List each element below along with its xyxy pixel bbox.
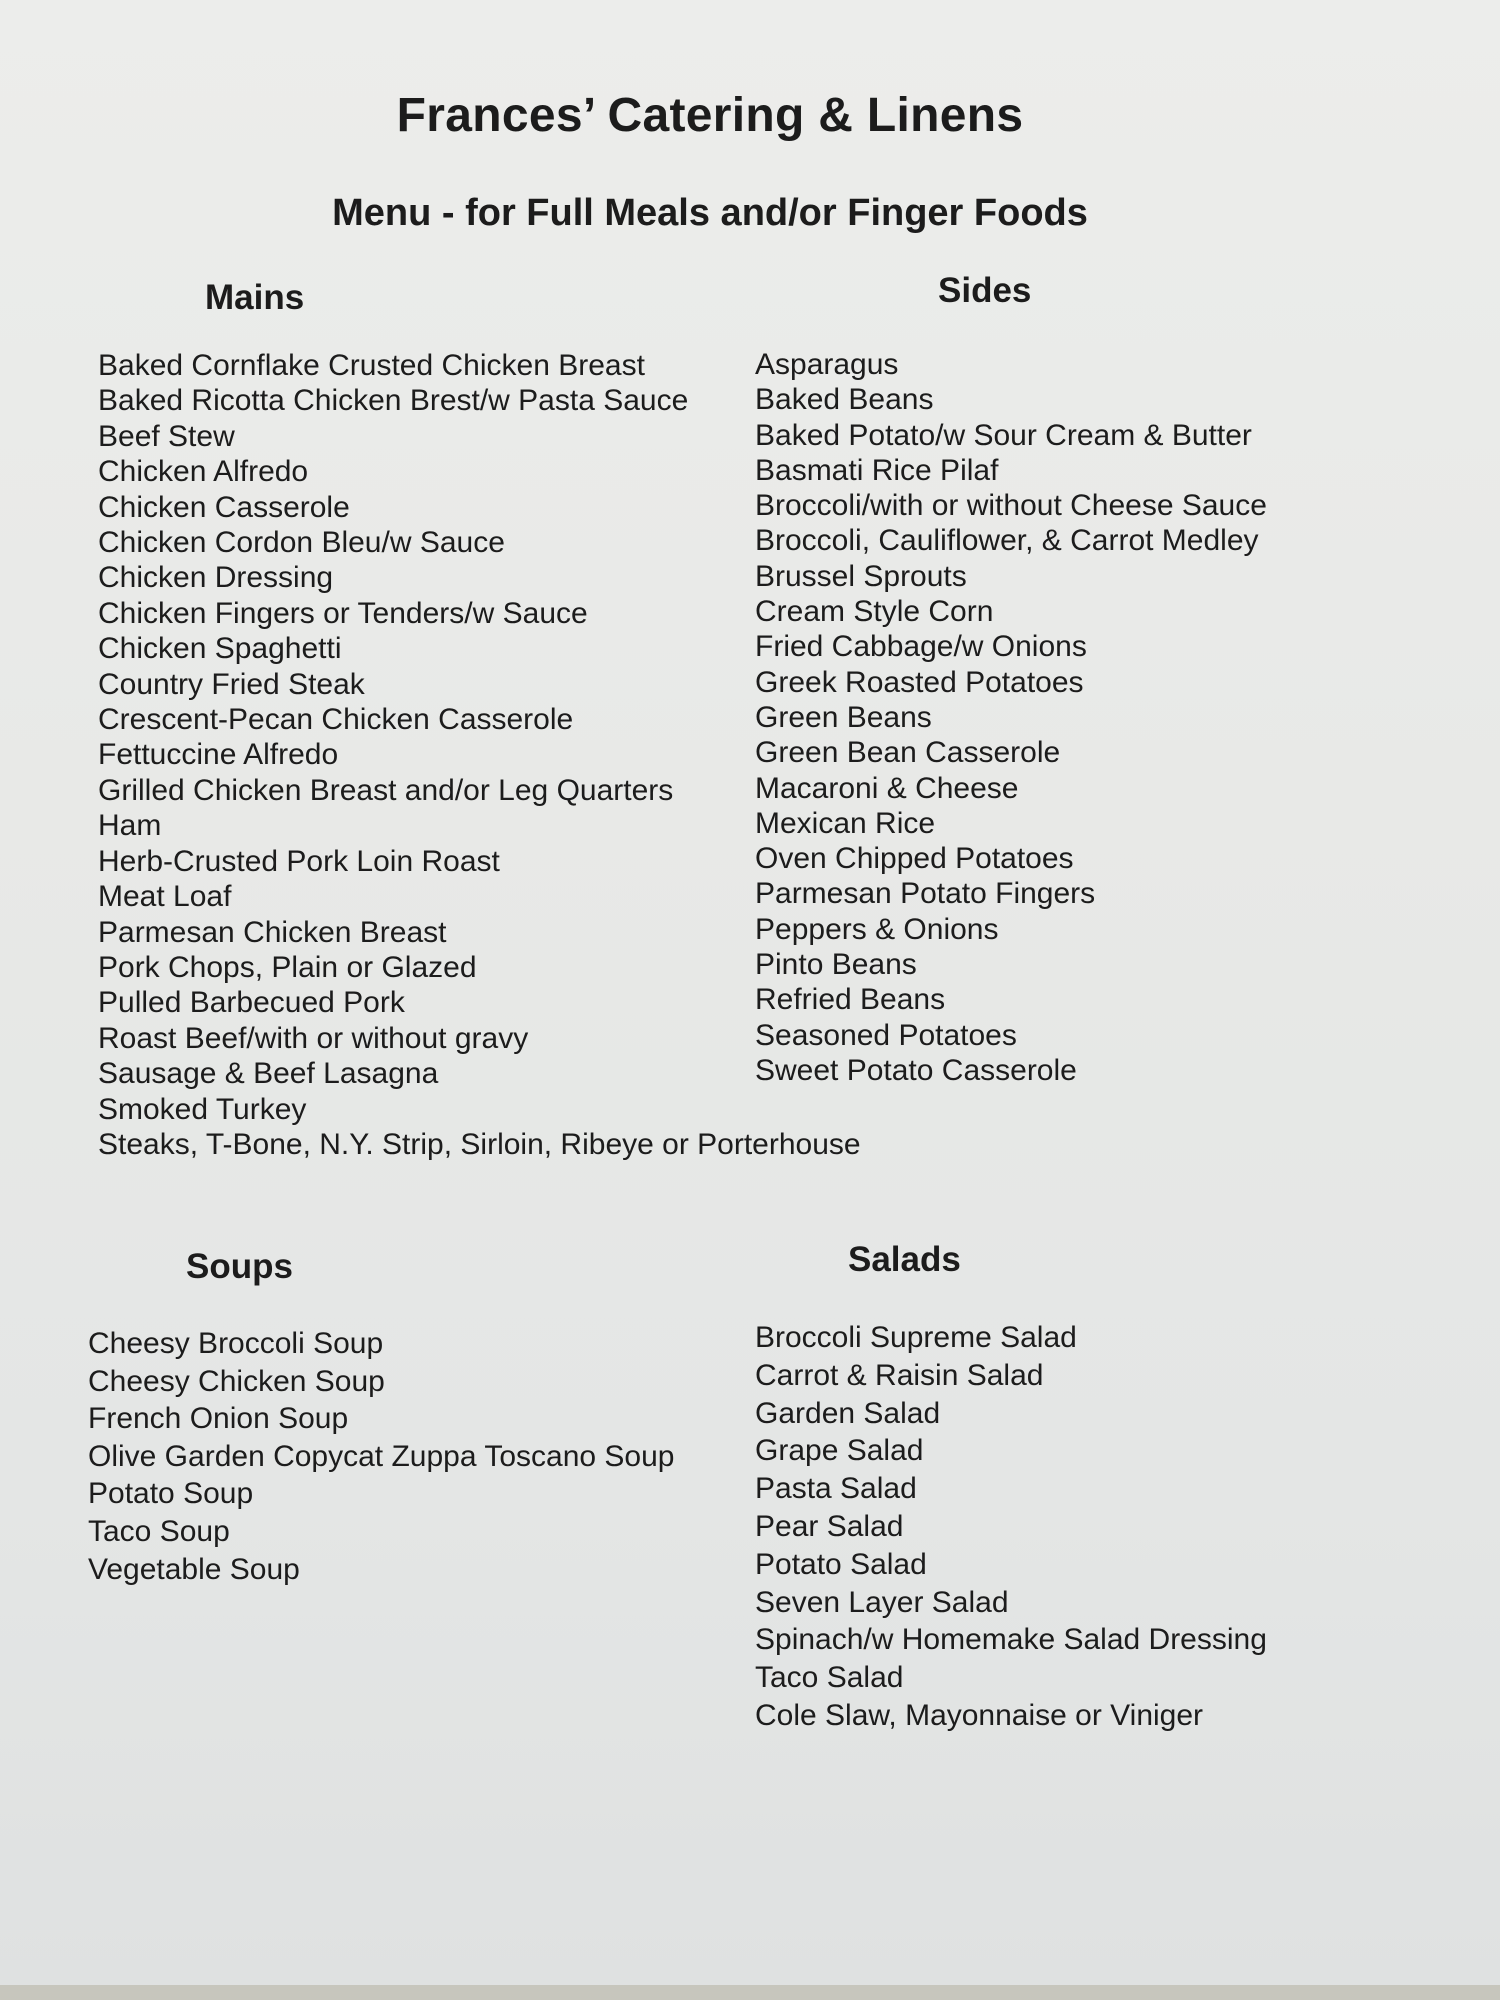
menu-item: Pork Chops, Plain or Glazed [98, 950, 477, 984]
menu-item: Green Beans [755, 700, 932, 734]
menu-item: Herb-Crusted Pork Loin Roast [98, 844, 500, 878]
menu-item: Pasta Salad [755, 1472, 917, 1506]
menu-item: Oven Chipped Potatoes [755, 842, 1074, 876]
menu-item: Chicken Spaghetti [98, 632, 342, 666]
menu-item: Brussel Sprouts [755, 559, 967, 593]
menu-item: Carrot & Raisin Salad [755, 1358, 1044, 1392]
mains-list [98, 348, 861, 1162]
table-edge [0, 1985, 1500, 2000]
menu-item: Broccoli Supreme Salad [755, 1321, 1077, 1354]
page-title: Frances’ Catering & Linens [396, 89, 1024, 142]
menu-item: Crescent-Pecan Chicken Casserole [98, 703, 574, 737]
menu-item: Cheesy Chicken Soup [88, 1364, 385, 1398]
menu-item: Seasoned Potatoes [755, 1018, 1017, 1052]
menu-item: Baked Ricotta Chicken Brest/w Pasta Sauce [98, 384, 689, 418]
menu-item: French Onion Soup [88, 1402, 349, 1436]
menu-item: Cheesy Broccoli Soup [88, 1327, 384, 1360]
menu-item: Country Fried Steak [98, 667, 365, 701]
menu-item: Pinto Beans [755, 948, 917, 982]
menu-item: Pulled Barbecued Pork [98, 986, 405, 1020]
sides-list [755, 347, 1267, 1088]
menu-item: Broccoli/with or without Cheese Sauce [755, 489, 1267, 523]
menu-item: Parmesan Potato Fingers [755, 877, 1096, 911]
menu-item: Vegetable Soup [88, 1552, 300, 1586]
mains-heading: Mains [205, 278, 305, 317]
menu-item: Sausage & Beef Lasagna [98, 1057, 439, 1091]
menu-item: Grape Salad [755, 1434, 924, 1468]
menu-item: Greek Roasted Potatoes [755, 665, 1084, 699]
menu-item: Green Bean Casserole [755, 736, 1061, 770]
menu-item: Refried Beans [755, 983, 946, 1017]
menu-item: Cream Style Corn [755, 595, 994, 629]
sides-heading: Sides [938, 271, 1032, 310]
page-subtitle: Menu - for Full Meals and/or Finger Foods [332, 192, 1088, 234]
menu-item: Baked Beans [755, 383, 934, 417]
menu-item: Taco Soup [88, 1514, 230, 1548]
menu-item: Cole Slaw, Mayonnaise or Viniger [755, 1698, 1204, 1732]
menu-item: Smoked Turkey [98, 1092, 307, 1126]
menu-item: Grilled Chicken Breast and/or Leg Quarters [98, 773, 674, 807]
menu-item: Beef Stew [98, 419, 235, 453]
menu-item: Peppers & Onions [755, 912, 999, 946]
menu-item: Potato Salad [755, 1547, 927, 1581]
menu-item: Potato Soup [88, 1477, 254, 1511]
menu-item: Seven Layer Salad [755, 1585, 1009, 1619]
menu-item: Chicken Fingers or Tenders/w Sauce [98, 596, 588, 630]
menu-item: Macaroni & Cheese [755, 771, 1019, 805]
salads-heading: Salads [848, 1240, 961, 1279]
menu-item: Taco Salad [755, 1661, 904, 1695]
menu-item: Ham [98, 809, 162, 843]
soups-list [88, 1325, 674, 1588]
menu-item: Sweet Potato Casserole [755, 1053, 1077, 1087]
menu-item: Fried Cabbage/w Onions [755, 630, 1087, 664]
menu-item: Pear Salad [755, 1509, 904, 1543]
menu-item: Chicken Dressing [98, 561, 334, 595]
menu-item: Parmesan Chicken Breast [98, 915, 447, 949]
menu-item: Spinach/w Homemake Salad Dressing [755, 1623, 1267, 1657]
menu-item: Chicken Cordon Bleu/w Sauce [98, 526, 505, 560]
menu-item: Basmati Rice Pilaf [755, 453, 999, 487]
menu-item: Fettuccine Alfredo [98, 738, 339, 772]
menu-item: Chicken Alfredo [98, 455, 309, 489]
menu-item: Mexican Rice [755, 806, 936, 840]
menu-item: Olive Garden Copycat Zuppa Toscano Soup [88, 1439, 675, 1473]
menu-item: Chicken Casserole [98, 490, 350, 524]
menu-item: Meat Loaf [98, 880, 232, 914]
menu-item: Broccoli, Cauliflower, & Carrot Medley [755, 524, 1259, 558]
soups-heading: Soups [186, 1247, 293, 1286]
menu-item: Baked Potato/w Sour Cream & Butter [755, 418, 1252, 452]
menu-item: Roast Beef/with or without gravy [98, 1021, 529, 1055]
salads-list [755, 1319, 1267, 1735]
menu-item: Baked Cornflake Crusted Chicken Breast [98, 349, 645, 382]
menu-item: Garden Salad [755, 1396, 941, 1430]
menu-item: Steaks, T-Bone, N.Y. Strip, Sirloin, Ribeye or Porterhouse [98, 1127, 861, 1161]
menu-item: Asparagus [755, 348, 899, 381]
